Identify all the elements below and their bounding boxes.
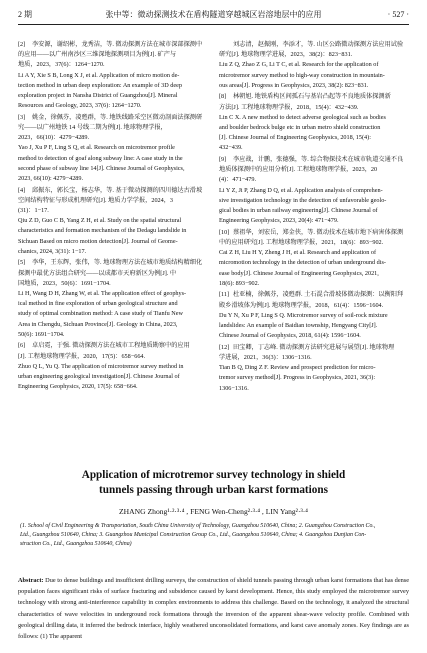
- reference-number: [10]: [219, 228, 230, 236]
- reference-entry: [18, 186, 208, 257]
- reference-entry: [18, 40, 208, 111]
- references-section: [18, 40, 409, 456]
- author-list: ZHANG Zhong¹·²·³·⁴ , FENG Wen-Cheng²·³·⁴ , LIN Yang²·³·⁴: [119, 507, 308, 516]
- reference-line: Tian B Q, Ding Z F. Review and prospect prediction for micro-: [219, 364, 376, 372]
- reference-entry: [219, 92, 409, 153]
- reference-line: characteristics and formation mechanism of the Dedagu landslide in: [18, 227, 187, 235]
- reference-line: Du Y N, Xu P F, Ling S Q. Microtremor survey of soil-rock mixture: [219, 311, 388, 319]
- reference-line: Li H, Wang D H, Zhang W, et al. The application effect of geophys-: [18, 290, 187, 298]
- reference-entry: [219, 40, 409, 91]
- reference-number: [2]: [18, 41, 26, 48]
- reference-line: Li Y Z, Ji P, Zhang D Q, et al. Application analysis of comprehen-: [219, 186, 383, 194]
- reference-number: [5]: [18, 259, 26, 267]
- reference-line: Qiu Z D, Guo C B, Yang Z H, et al. Study on the spatial structural: [18, 217, 182, 225]
- reference-number: [4]: [18, 186, 26, 194]
- reference-line: Sichuan Based on micro motion detection[J]. Journal of Geome-: [18, 237, 178, 245]
- issue-number: 2 期: [18, 10, 32, 19]
- reference-line: sive investigation technology in the detection of unfavorable geolo-: [219, 196, 387, 204]
- english-title: [20, 468, 407, 498]
- reference-number: [8]: [219, 93, 227, 101]
- affiliations: [20, 522, 407, 549]
- reference-line: chanics, 2024, 3(31): 1−17.: [18, 247, 87, 255]
- reference-number: [3]: [18, 113, 26, 121]
- reference-line: [J]. Chinese Journal of Engineering Geophysics, 2018, 15(4):: [219, 134, 371, 142]
- reference-line: 的应用——以广州南沙区三维深地探测项目为例[J]. 矿产与: [18, 51, 177, 59]
- title-line: Application of microtremor survey technology in shield: [81, 469, 346, 481]
- reference-line: 18(6): 893−902.: [219, 279, 260, 287]
- reference-number: [6]: [18, 342, 26, 350]
- reference-line: Cai Z H, Liu H Y, Zheng J H, et al. Research and application of: [219, 249, 377, 257]
- reference-line: 殿乡滑坡体为例[J]. 地球物理学报，2018，61(4)：1596−1604.: [219, 301, 384, 309]
- reference-line: 432−439.: [219, 144, 243, 152]
- reference-line: Engineering Geophysics, 2023, 20(4): 471−479.: [219, 217, 339, 225]
- reference-line: ous areas[J]. Progress in Geophysics, 2023, 38(2): 823−831.: [219, 81, 369, 89]
- reference-line: 2023, 66(10): 4279−4289.: [18, 175, 84, 183]
- reference-line: 蔡祖华，刘宏岳，郑金侠，等. 微动技术在城市地下病害体探测: [233, 228, 404, 236]
- reference-line: ease body[J]. Chinese Journal of Engineering Geophysics, 2021,: [219, 269, 379, 277]
- reference-line: 研究[J]. 地球物理学进展，2023，38(2)：823−831.: [219, 51, 353, 59]
- reference-line: Lin C X. A new method to detect adverse geological such as bodies: [219, 113, 386, 121]
- reference-number: [11]: [219, 291, 230, 299]
- reference-line: 1306−1316.: [219, 384, 249, 392]
- reference-line: (4)：471−479.: [219, 176, 257, 184]
- reference-line: Resources and Geology, 2023, 37(6): 1264−1270.: [18, 102, 142, 110]
- reference-line: tremor survey method[J]. Progress in Geophysics, 2021, 36(3):: [219, 374, 376, 382]
- reference-line: 地质体探测中的应用分析[J]. 工程地球物理学报，2023，20: [219, 166, 378, 174]
- reference-number: [12]: [219, 343, 230, 351]
- affiliation-line: struction Co., Ltd., Guangzhou 510640, China): [20, 541, 132, 547]
- reference-number: [9]: [219, 156, 227, 164]
- reference-line: study of optimal combination method: A case study of Tianfu New: [18, 310, 183, 318]
- references-right-column: [219, 40, 409, 395]
- reference-line: 空间结构特征与形成机理研究[J]. 地质力学学报，2024，3: [18, 196, 174, 204]
- title-line: tunnels passing through urban karst formations: [99, 484, 328, 496]
- running-title: 张中等：微动探测技术在盾构隧道穿越城区岩溶地层中的应用: [105, 10, 322, 19]
- reference-entry: [18, 113, 208, 184]
- reference-entry: [219, 228, 409, 289]
- reference-line: exploration project in Nansha District of Guangzhou[J]. Mineral: [18, 92, 178, 100]
- reference-line: 学进展，2021，36(3)：1306−1316.: [219, 354, 312, 362]
- abstract-label: Abstract:: [18, 577, 44, 584]
- affiliation-line: (1. School of Civil Engineering & Transportation, South China University of Technology, Guangzhou 510640, China; 2. Guangzhou Construction Co.,: [20, 523, 376, 529]
- reference-line: 卓启霓，于强. 微动探测方法在城市工程地质勘察中的应用: [32, 342, 190, 350]
- reference-line: 李应战，计鹏，张德强，等. 综合物探技术在城市轨道交通不良: [233, 156, 404, 164]
- reference-line: Yao J, Xu P F, Ling S Q, et al. Research on microtremor profile: [18, 144, 175, 152]
- reference-line: 李华，王东辉，张伟，等. 地球物理方法在城市地质结构精细化: [32, 259, 203, 267]
- affiliation-line: Ltd., Guangzhou 510640, China; 3. Guangzhou Municipal Construction Group Co., Ltd., Guangzhou 510640, China; 4. Guangzhou Dunjian Con-: [20, 532, 367, 538]
- reference-line: gical bodies in urban railway engineering[J]. Chinese Journal of: [219, 207, 378, 215]
- reference-line: Li A Y, Xie S B, Long X J, et al. Application of micro motion de-: [18, 71, 180, 79]
- reference-line: [J]. 工程地球物理学报，2020，17(5)：658−664.: [18, 352, 146, 360]
- reference-line: 50(6): 1691−1704.: [18, 330, 65, 338]
- reference-line: 究——以广州地铁 14 号线二期为例[J]. 地球物理学报，: [18, 124, 167, 132]
- reference-line: 刘志清，赵振刚，李添才，等. 山区公路微动探测方法应用试验: [233, 41, 404, 48]
- reference-line: Chinese Journal of Geophysics, 2018, 61(4): 1596−1604.: [219, 332, 361, 340]
- references-left-column: [18, 40, 208, 394]
- reference-entry: [18, 258, 208, 340]
- reference-line: 2023，66(10)：4279−4289.: [18, 134, 90, 142]
- reference-entry: [219, 155, 409, 226]
- reference-line: Zhuo Q L, Yu Q. The application of microtremor survey method in: [18, 362, 184, 370]
- reference-line: 杜亚楠，徐佩芬，凌甦群. 土石混合滑坡体微动探测：以衡阳拜: [233, 291, 404, 299]
- reference-entry: [219, 343, 409, 394]
- page-number: · 527 ·: [387, 10, 409, 19]
- reference-line: second phase of subway line 14[J]. Chinese Journal of Geophysics,: [18, 164, 185, 172]
- reference-line: microtremor survey method to high-way construction in mountain-: [219, 71, 385, 79]
- reference-line: method to detection of goaf along subway line: A case study in the: [18, 154, 183, 162]
- running-header: [18, 8, 409, 25]
- reference-line: urban engineering geological investigation[J]. Chinese Journal of: [18, 373, 180, 381]
- reference-line: Area in Chengdu, Sichuan Province[J]. Geology in China, 2023,: [18, 320, 178, 328]
- reference-entry: [219, 290, 409, 341]
- reference-line: 探测中最优方法组合研究——以成都市天府新区为例[J]. 中: [18, 269, 177, 277]
- reference-line: 中的应用研究[J]. 工程地球物理学报，2021，18(6)：893−902.: [219, 239, 384, 247]
- reference-line: 国地质，2023，50(6)：1691−1704.: [18, 279, 111, 287]
- reference-line: landslides: An example of Baidian township, Hengyang City[J].: [219, 322, 378, 330]
- reference-line: Liu Z Q, Zhao Z G, Li T C, et al. Research for the application of: [219, 61, 379, 69]
- reference-line: ical method in fine exploration of urban geological structure and: [18, 300, 178, 308]
- reference-line: 姚金，徐佩芬，凌甦群，等. 地铁线路采空区微动剖面法探测研: [32, 113, 203, 121]
- abstract-text: Due to dense buildings and insufficient drilling surveys, the construction of shield tunnels passing through urban karst formations that has dense population faces significant risks of surface fracturing and subsidence caused by karst development. Hence, this study employed the microtremor survey technology with strong anti-interference capability in complex environments to address this challenge. Based on the technology, it analyzed the structural characteristics of wave velocities in underground rock formations through the inversion of the apparent shear-wave velocity profile. Combined with geological drilling data, it inferred the bedrock interface, highly weathered unconsolidated formations, and karst cave anomaly zones. Key findings are as follows: (1) The apparent: [18, 577, 410, 641]
- abstract: [18, 575, 409, 642]
- reference-line: 地质，2023，37(6)：1264−1270.: [18, 61, 105, 69]
- reference-line: Engineering Geophysics, 2020, 17(5): 658−664.: [18, 383, 138, 391]
- reference-line: tection method in urban deep exploration: An example of 3D deep: [18, 81, 182, 89]
- reference-line: micromotion technology in the detection of urban underground dis-: [219, 259, 386, 267]
- reference-line: 李安源，谢绍彬，龙秀洁，等. 微动探测方法在城市深部探测中: [32, 41, 203, 48]
- reference-line: (31)：1−17.: [18, 207, 49, 215]
- reference-line: and boulder bedrock bulge etc in urban metro shield construction: [219, 124, 381, 132]
- reference-line: 林朝旭. 地铁盾构区间孤石与基岩凸起等不良地质体探测新: [233, 93, 391, 101]
- reference-entry: [18, 341, 208, 392]
- reference-line: 邱振东，郭长宝，杨志华，等. 基于微动探测的四川德达古滑坡: [32, 186, 203, 194]
- reference-line: 田宝卿，丁志峰. 微动探测方法研究进展与展望[J]. 地球物理: [233, 343, 395, 351]
- reference-line: 方法[J]. 工程地球物理学报，2018，15(4)：432−439.: [219, 103, 359, 111]
